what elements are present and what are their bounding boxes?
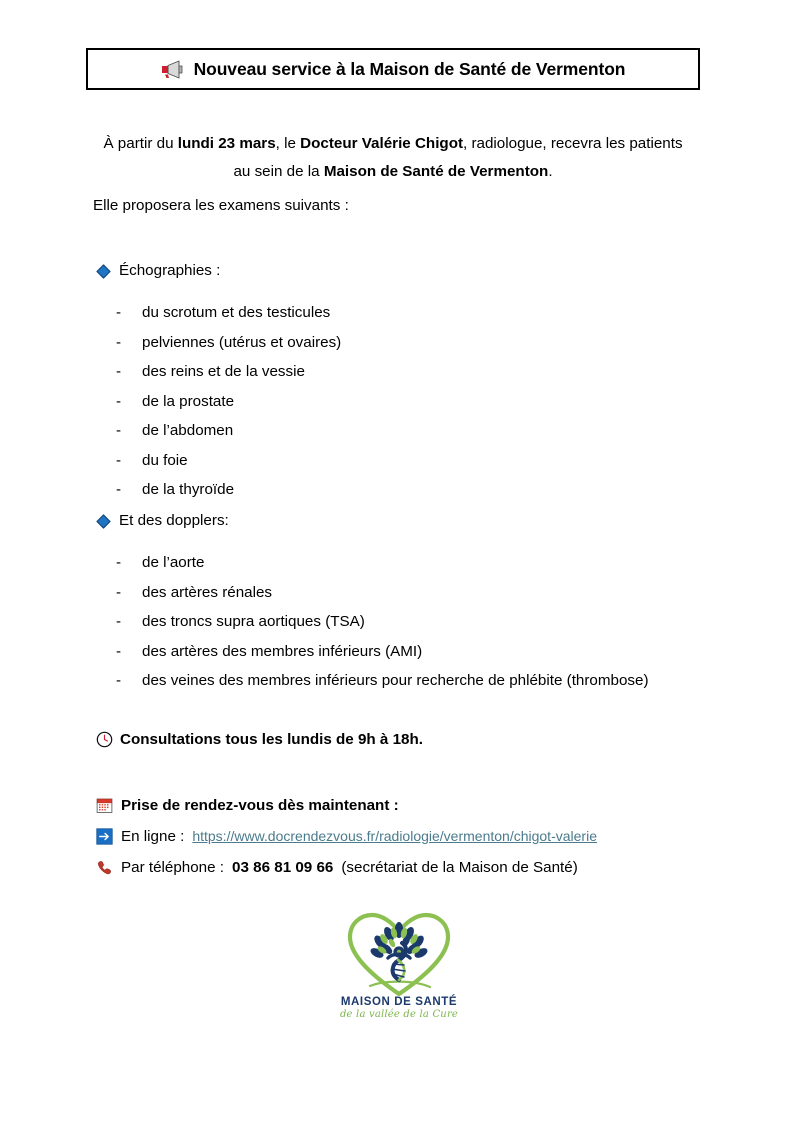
list-item-text: des artères des membres inférieurs (AMI): [142, 642, 423, 660]
booking-online-label: En ligne :: [121, 828, 185, 845]
list-item-text: de l’abdomen: [142, 422, 234, 439]
list-item: [116, 548, 649, 578]
list-item: [116, 387, 341, 417]
logo-name: MAISON DE SANTÉ: [340, 996, 458, 1008]
echographies-list: [116, 298, 341, 505]
logo: [338, 908, 460, 1028]
list-item-text: de la prostate: [142, 392, 235, 410]
dash-marker: -: [116, 363, 122, 380]
list-item: [116, 357, 341, 387]
megaphone-icon: [161, 60, 185, 79]
dash-marker: -: [116, 451, 122, 469]
list-item: [116, 328, 341, 358]
dash-marker: -: [116, 333, 122, 351]
consultations-text: Consultations tous les lundis de 9h à 18h.: [120, 731, 423, 748]
dash-marker: -: [116, 672, 122, 689]
intro-bold-doctor: Docteur Valérie Chigot: [300, 135, 464, 153]
intro-paragraph: [93, 130, 693, 186]
blue-arrow-icon: [96, 828, 113, 845]
intro-part-4: .: [548, 163, 553, 181]
dash-marker: -: [116, 392, 122, 410]
booking-heading-row: [96, 791, 696, 820]
list-item-text: du scrotum et des testicules: [142, 304, 331, 321]
list-item-text: des troncs supra aortiques (TSA): [142, 613, 365, 630]
section-heading-label: Et des dopplers:: [119, 512, 229, 529]
intro-part-1: À partir du: [103, 135, 178, 153]
phone-icon: [96, 859, 113, 876]
clock-icon: [96, 731, 113, 748]
list-item-text: des veines des membres inférieurs pour recherche de phlébite (thrombose): [142, 672, 649, 689]
booking-phone-number: 03 86 81 09 66: [232, 859, 334, 876]
booking-phone-label: Par téléphone :: [121, 859, 225, 876]
title-banner: [86, 48, 700, 90]
booking-url-link[interactable]: https://www.docrendezvous.fr/radiologie/vermenton/chigot-valerie: [192, 828, 597, 844]
booking-phone-note: (secrétariat de la Maison de Santé): [341, 859, 578, 876]
calendar-icon: [96, 797, 113, 814]
intro-part-3: , radiologue, recevra les patients au sein de la: [233, 135, 683, 181]
list-item: [116, 666, 649, 696]
consultations-line: [96, 731, 423, 748]
section-heading-label: Échographies :: [119, 262, 221, 279]
intro-part-2: , le: [275, 135, 301, 153]
lead-line: Elle proposera les examens suivants :: [93, 197, 349, 214]
list-item: [116, 475, 341, 505]
intro-bold-date: lundi 23 mars: [177, 135, 276, 153]
booking-heading-text: Prise de rendez-vous dès maintenant :: [121, 797, 399, 814]
dash-marker: -: [116, 481, 122, 498]
blue-diamond-icon: [96, 264, 111, 279]
list-item: [116, 298, 341, 328]
logo-tagline: de la vallée de la Cure: [339, 1009, 459, 1020]
booking-block: [96, 791, 696, 884]
section-heading-echographies: [96, 259, 220, 283]
list-item-text: des artères rénales: [142, 583, 273, 601]
dash-marker: -: [116, 304, 122, 321]
list-item-text: de la thyroïde: [142, 481, 235, 498]
booking-phone-row: [96, 853, 696, 882]
list-item: [116, 446, 341, 476]
list-item-text: des reins et de la vessie: [142, 363, 305, 380]
title-banner-content: [161, 59, 626, 80]
dash-marker: -: [116, 642, 122, 660]
blue-diamond-icon: [96, 514, 111, 529]
intro-bold-facility: Maison de Santé de Vermenton: [323, 163, 549, 181]
dash-marker: -: [116, 613, 122, 630]
list-item: [116, 637, 649, 667]
dash-marker: -: [116, 554, 122, 571]
section-heading-dopplers: [96, 509, 229, 533]
dopplers-list: [116, 548, 649, 696]
page-title: Nouveau service à la Maison de Santé de Vermenton: [193, 58, 626, 79]
list-item: [116, 416, 341, 446]
booking-online-row: [96, 822, 696, 851]
list-item-text: de l’aorte: [142, 554, 205, 571]
dash-marker: -: [116, 422, 122, 439]
list-item-text: pelviennes (utérus et ovaires): [142, 333, 342, 351]
dash-marker: -: [116, 583, 122, 601]
maison-de-sante-logo-icon: [344, 908, 454, 1000]
list-item-text: du foie: [142, 451, 188, 469]
list-item: [116, 607, 649, 637]
list-item: [116, 578, 649, 608]
